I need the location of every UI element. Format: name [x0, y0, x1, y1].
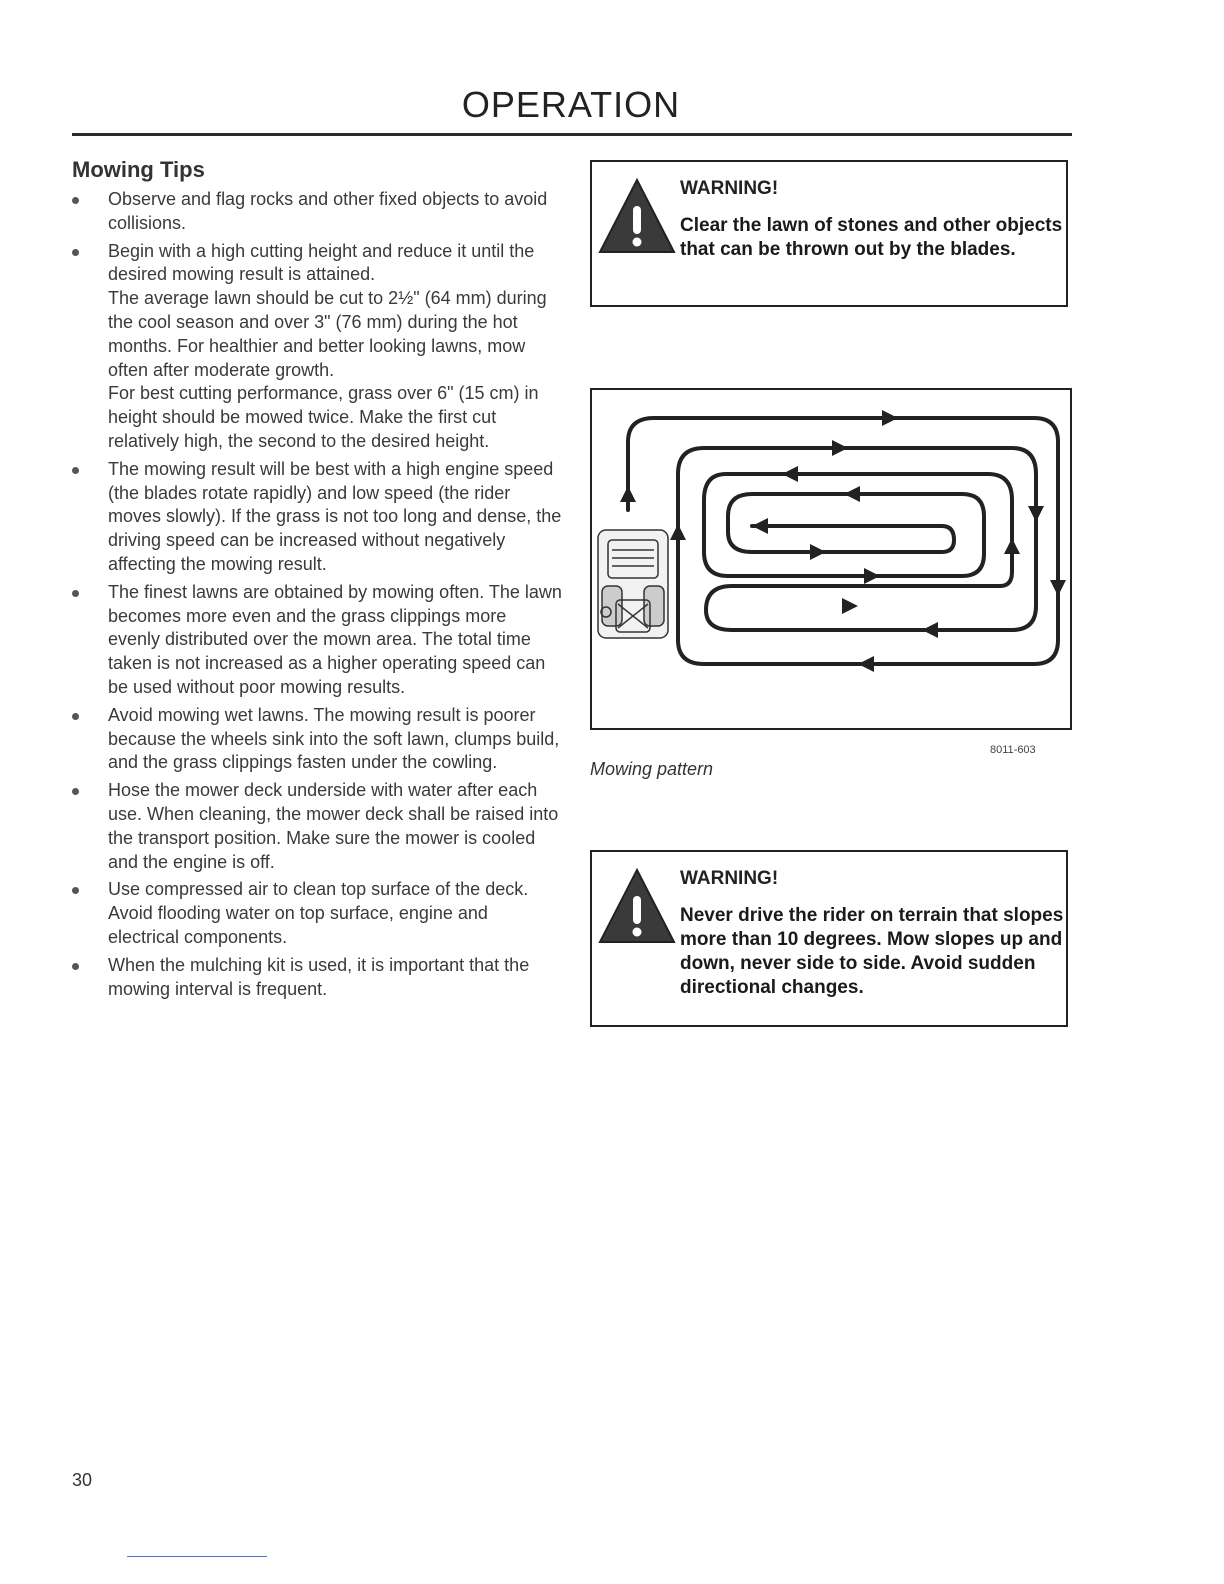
- warning-triangle-icon: [596, 866, 678, 946]
- warning-text: Never drive the rider on terrain that slopes more than 10 degrees. Mow slopes up and down, never side to side. Avoid sudden directional changes.: [680, 905, 1064, 998]
- figure-caption: Mowing pattern: [590, 759, 714, 779]
- tip-text: Hose the mower deck underside with water after each use. When cleaning, the mower deck shall be raised into the transport position. Make sure the mower is cooled and the engine is off.: [108, 780, 559, 872]
- arrow-left-icon: [858, 656, 874, 672]
- arrow-left-icon: [844, 486, 860, 502]
- arrow-up-icon: [1004, 538, 1020, 554]
- tip-text: For best cutting performance, grass over 6" (15 cm) in height should be mowed twice. Make the first cut relatively high, the second to the desired height.: [108, 383, 539, 451]
- page-number: 30: [72, 1470, 93, 1490]
- arrow-down-icon: [1028, 506, 1044, 522]
- arrow-right-icon: [832, 440, 848, 456]
- warning-title: WARNING!: [680, 178, 779, 199]
- warning-triangle-icon: [596, 176, 678, 256]
- list-item: [72, 458, 562, 577]
- arrow-right-icon: [864, 568, 880, 584]
- warning-title: WARNING!: [680, 868, 779, 889]
- tip-text: The average lawn should be cut to 2½" (64 mm) during the cool season and over 3" (76 mm) during the hot months. For healthier and better looking lawns, mow often after moderate growth.: [108, 288, 547, 380]
- arrow-left-icon: [782, 466, 798, 482]
- list-item: [72, 188, 562, 236]
- tip-text: Use compressed air to clean top surface of the deck. Avoid flooding water on top surface, engine and electrical components.: [108, 879, 529, 947]
- bullet-icon: [72, 197, 79, 204]
- warning-text: Clear the lawn of stones and other objects that can be thrown out by the blades.: [680, 215, 1063, 260]
- arrow-left-icon: [752, 518, 768, 534]
- list-item: [72, 704, 562, 775]
- arrow-right-icon: [882, 410, 898, 426]
- tip-text: Observe and flag rocks and other fixed objects to avoid collisions.: [108, 189, 548, 233]
- bullet-icon: [72, 467, 79, 474]
- mowing-pattern-diagram: [592, 390, 1070, 728]
- arrow-right-icon: [842, 598, 858, 614]
- warning-box-slopes: [590, 850, 1068, 1027]
- arrow-up-icon: [620, 486, 636, 502]
- section-heading: Mowing Tips: [72, 157, 205, 182]
- bullet-icon: [72, 887, 79, 894]
- arrow-down-icon: [1050, 580, 1066, 596]
- mowing-pattern-figure: [590, 388, 1072, 730]
- warning-box-stones: [590, 160, 1068, 307]
- bullet-icon: [72, 788, 79, 795]
- tip-text: The finest lawns are obtained by mowing often. The lawn becomes more even and the grass clippings more evenly distributed over the mown area. The total time taken is not increased as a higher operating speed can be used without poor mowing results.: [108, 581, 562, 697]
- footer-line: [127, 1556, 267, 1557]
- bullet-icon: [72, 963, 79, 970]
- arrow-left-icon: [922, 622, 938, 638]
- bullet-icon: [72, 713, 79, 720]
- list-item: [72, 779, 562, 874]
- tip-text: Avoid mowing wet lawns. The mowing result is poorer because the wheels sink into the soft lawn, clumps build, and the grass clippings fasten under the cowling.: [108, 704, 560, 773]
- figure-code: 8011-603: [990, 744, 1036, 756]
- tip-text: When the mulching kit is used, it is important that the mowing interval is frequent.: [108, 954, 530, 999]
- mowing-tips-list: [72, 188, 562, 1005]
- list-item: [72, 581, 562, 700]
- arrow-right-icon: [810, 544, 826, 560]
- arrow-up-icon: [670, 524, 686, 540]
- rider-mower-illustration: [598, 530, 668, 638]
- list-item: [72, 240, 562, 454]
- list-item: [72, 878, 562, 949]
- title-rule: [72, 133, 1072, 136]
- bullet-icon: [72, 590, 79, 597]
- tip-text: Begin with a high cutting height and reduce it until the desired mowing result is attained.: [108, 240, 535, 285]
- page-title: OPERATION: [461, 84, 681, 125]
- tip-text: The mowing result will be best with a high engine speed (the blades rotate rapidly) and low speed (the rider moves slowly). If the grass is not too long and dense, the driving speed can be increased without negatively affecting the mowing result.: [108, 458, 562, 574]
- list-item: [72, 954, 562, 1002]
- bullet-icon: [72, 249, 79, 256]
